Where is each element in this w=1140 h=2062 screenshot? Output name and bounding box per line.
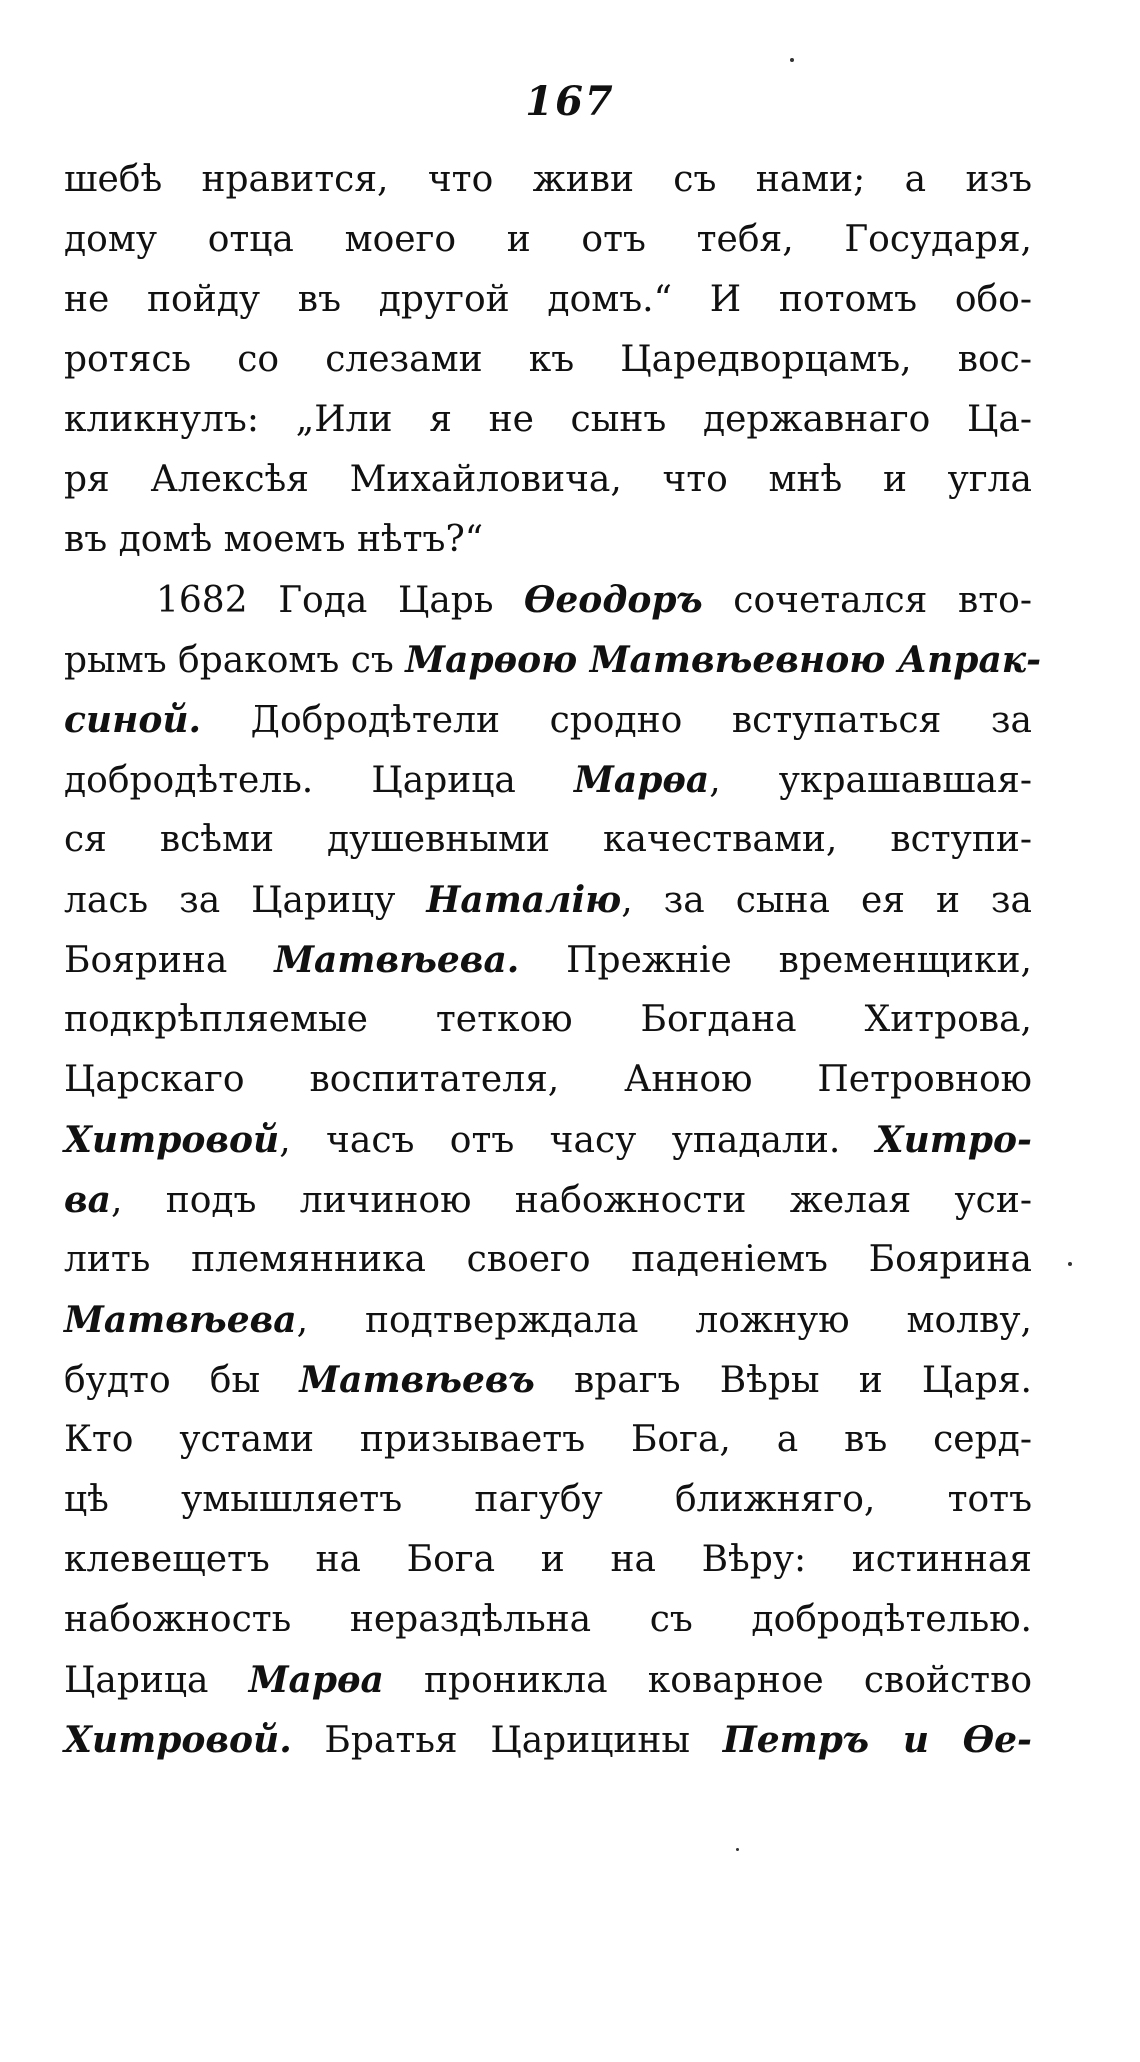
text-line <box>64 810 1032 870</box>
text-run: Боярина <box>64 940 275 981</box>
text-line <box>64 1590 1032 1650</box>
text-run: , часъ отъ часу упадали. <box>279 1120 876 1161</box>
text-run: Прежніе временщики, <box>519 940 1032 981</box>
text-line <box>64 750 1032 810</box>
paper-speck <box>790 58 794 62</box>
text-run: клевещетъ на Бога и на Вѣру: истинная <box>64 1539 1032 1580</box>
text-line <box>64 570 1032 630</box>
paper-speck <box>1068 1262 1072 1266</box>
text-line <box>64 1650 1032 1710</box>
text-line <box>64 210 1032 270</box>
text-line <box>64 150 1032 210</box>
text-line <box>64 1710 1032 1770</box>
text-line <box>64 1110 1032 1170</box>
italic-name: Марѳа <box>248 1659 384 1701</box>
text-line <box>64 390 1032 450</box>
text-line <box>64 450 1032 510</box>
text-run: Добродѣтели сродно вступаться за <box>201 700 1032 741</box>
text-run: Кто устами призываетъ Бога, а въ серд- <box>64 1419 1032 1460</box>
text-line <box>64 1470 1032 1530</box>
text-line <box>64 1170 1032 1230</box>
text-run: Братья Царицины <box>291 1720 723 1761</box>
text-line <box>64 1290 1032 1350</box>
text-line <box>64 510 1032 570</box>
italic-name: Петръ и Ѳе- <box>722 1719 1032 1761</box>
text-run: врагъ Вѣры и Царя. <box>534 1360 1032 1401</box>
text-line <box>64 1230 1032 1290</box>
text-run: дому отца моего и отъ тебя, Государя, <box>64 219 1032 260</box>
text-line <box>64 270 1032 330</box>
page-number: 167 <box>525 78 615 125</box>
italic-name: Хитро- <box>875 1119 1032 1161</box>
text-run: , подтверждала ложную молву, <box>296 1300 1032 1341</box>
text-run: цѣ умышляетъ пагубу ближняго, тотъ <box>64 1479 1032 1520</box>
text-run: Царица <box>64 1660 249 1701</box>
text-run: лась за Царицу <box>64 880 427 921</box>
body-text <box>64 150 1042 1770</box>
text-run: 1682 Года Царь <box>156 580 525 621</box>
text-line <box>64 1530 1032 1590</box>
text-run: лить племянника своего паденіемъ Боярина <box>64 1239 1032 1280</box>
text-line <box>64 1410 1032 1470</box>
text-run: сочетался вто- <box>702 580 1032 621</box>
text-run: проникла коварное свойство <box>383 1660 1033 1701</box>
text-run: шебѣ нравится, что живи съ нами; а изъ <box>64 159 1032 200</box>
text-run: , украшавшая- <box>709 760 1032 801</box>
text-line <box>64 1350 1032 1410</box>
text-line <box>64 690 1032 750</box>
italic-name: Хитровой <box>64 1119 280 1161</box>
text-run: не пойду въ другой домъ.“ И потомъ обо- <box>64 279 1032 320</box>
text-line <box>64 930 1032 990</box>
text-run: кликнулъ: „Или я не сынъ державнаго Ца- <box>64 399 1032 440</box>
text-line <box>64 870 1032 930</box>
italic-name: Хитровой. <box>64 1719 292 1761</box>
italic-name: Матвѣева. <box>274 939 520 981</box>
text-run: , подъ личиною набожности желая уси- <box>110 1180 1032 1221</box>
text-run: въ домѣ моемъ нѣтъ?“ <box>64 519 484 560</box>
text-run: добродѣтель. Царица <box>64 760 575 801</box>
paper-speck <box>736 1848 739 1851</box>
text-run: ся всѣми душевными качествами, вступи- <box>64 819 1032 860</box>
text-line <box>64 630 1042 690</box>
text-run: подкрѣпляемые теткою Богдана Хитрова, <box>64 999 1032 1040</box>
italic-name: Ѳеодоръ <box>524 579 703 621</box>
italic-name: Марѳа <box>574 759 710 801</box>
italic-name: синой. <box>64 699 202 741</box>
text-line <box>64 1050 1032 1110</box>
italic-name: Наталію <box>426 879 622 921</box>
text-run: будто бы <box>64 1360 300 1401</box>
text-run: набожность нераздѣльна съ добродѣтелью. <box>64 1599 1032 1640</box>
italic-name: ва <box>64 1179 111 1221</box>
text-run: ротясь со слезами къ Царедворцамъ, вос- <box>64 339 1032 380</box>
text-line <box>64 330 1032 390</box>
italic-name: Матвѣевъ <box>299 1359 535 1401</box>
text-run: ря Алексѣя Михайловича, что мнѣ и угла <box>64 459 1032 500</box>
text-run: , за сына ея и за <box>621 880 1033 921</box>
text-run: рымъ бракомъ съ <box>64 640 406 681</box>
italic-name: Марѳою Матвѣевною Апрак- <box>405 639 1042 681</box>
text-run: Царскаго воспитателя, Анною Петровною <box>64 1059 1032 1100</box>
italic-name: Матвѣева <box>64 1299 297 1341</box>
text-line <box>64 990 1032 1050</box>
